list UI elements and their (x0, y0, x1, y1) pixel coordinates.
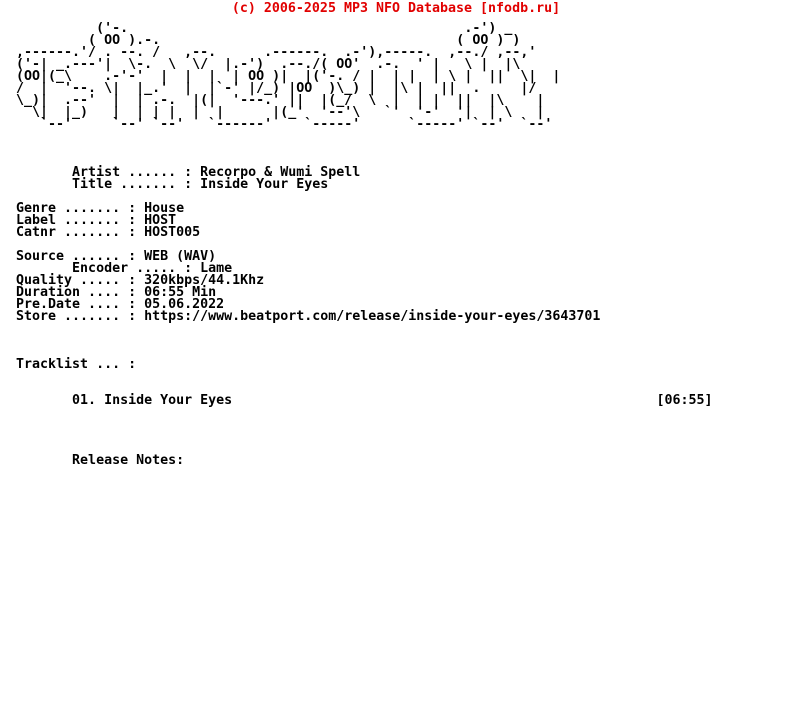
ascii-art-line: \| |_) | | | | | | |(_' '--'\ `' '-' '| | \ | (0, 105, 545, 120)
ascii-art-line: \_)| .--' | | .-. |(| '---.' || |(_/ \ | | | || |\ | (0, 93, 545, 108)
field-label: Store ....... : (0, 309, 145, 324)
source-details-block (0, 251, 600, 323)
tracklist-heading (0, 359, 144, 371)
field-value: 06:55 Min (144, 285, 217, 300)
field-value: House (144, 201, 185, 216)
field-value: 05.06.2022 (144, 297, 225, 312)
ascii-art-line: `--' `--' `--' `------' `-----' `-----' `--' `--' (0, 117, 553, 132)
field-value: HOST (144, 213, 177, 228)
field-label: Genre ....... : (0, 201, 145, 216)
ascii-art-line: ( OO ).-. ( OO ) ) (0, 33, 521, 48)
field-catnr (0, 227, 200, 239)
track-number-title: 01. Inside Your Eyes (0, 393, 657, 408)
track-row (0, 395, 713, 407)
field-label: Quality ..... : (0, 273, 145, 288)
field-value: Lame (200, 261, 233, 276)
ascii-art-line: ,------.'/ . --. / ,--. .------. .-'),-----. ,--./ ,--,' (0, 45, 537, 60)
field-label: Artist ...... : (0, 165, 201, 180)
track-duration: [06:55] (656, 393, 713, 408)
field-value: Recorpo & Wumi Spell (200, 165, 361, 180)
field-store (0, 311, 600, 323)
tracklist (0, 395, 713, 407)
field-value: Inside Your Eyes (200, 177, 329, 192)
ascii-art-logo (0, 23, 560, 131)
nfodb-copyright-banner: (c) 2006-2025 MP3 NFO Database [nfodb.ru] (231, 1, 561, 16)
field-tracklist (0, 359, 144, 371)
field-label: Pre.Date .... : (0, 297, 145, 312)
field-label: Duration .... : (0, 285, 145, 300)
field-value: WEB (WAV) (144, 249, 217, 264)
release-details-block (0, 203, 200, 239)
ascii-art-line: / | '--. \| |_.' | |`-' |/_) |OO )\_) | |\ | || . |/ (0, 81, 537, 96)
ascii-art-line: ('-. .-') _ (0, 21, 513, 36)
ascii-art-line: (OO|(_\ .-'-' | | | | OO )| |('-. / | | | | \ | || \| | (0, 69, 561, 84)
field-title (0, 179, 360, 191)
field-label: Encoder ..... : (0, 261, 201, 276)
field-label: Source ...... : (0, 249, 145, 264)
field-label: Title ....... : (0, 177, 201, 192)
field-label: Catnr ....... : (0, 225, 145, 240)
field-label: Label ....... : (0, 213, 145, 228)
release-notes-heading: Release Notes: (0, 453, 185, 468)
ascii-art-line: ('-| _.---'| \-. \ \/ |.-') .--./( OO' .-. ' | \ | |\ (0, 57, 521, 72)
field-value: 320kbps/44.1Khz (144, 273, 265, 288)
artist-title-block (0, 167, 360, 191)
field-value: HOST005 (144, 225, 201, 240)
store-url[interactable]: https://www.beatport.com/release/inside-your-eyes/3643701 (144, 309, 601, 324)
field-label: Tracklist ... : (0, 357, 145, 372)
